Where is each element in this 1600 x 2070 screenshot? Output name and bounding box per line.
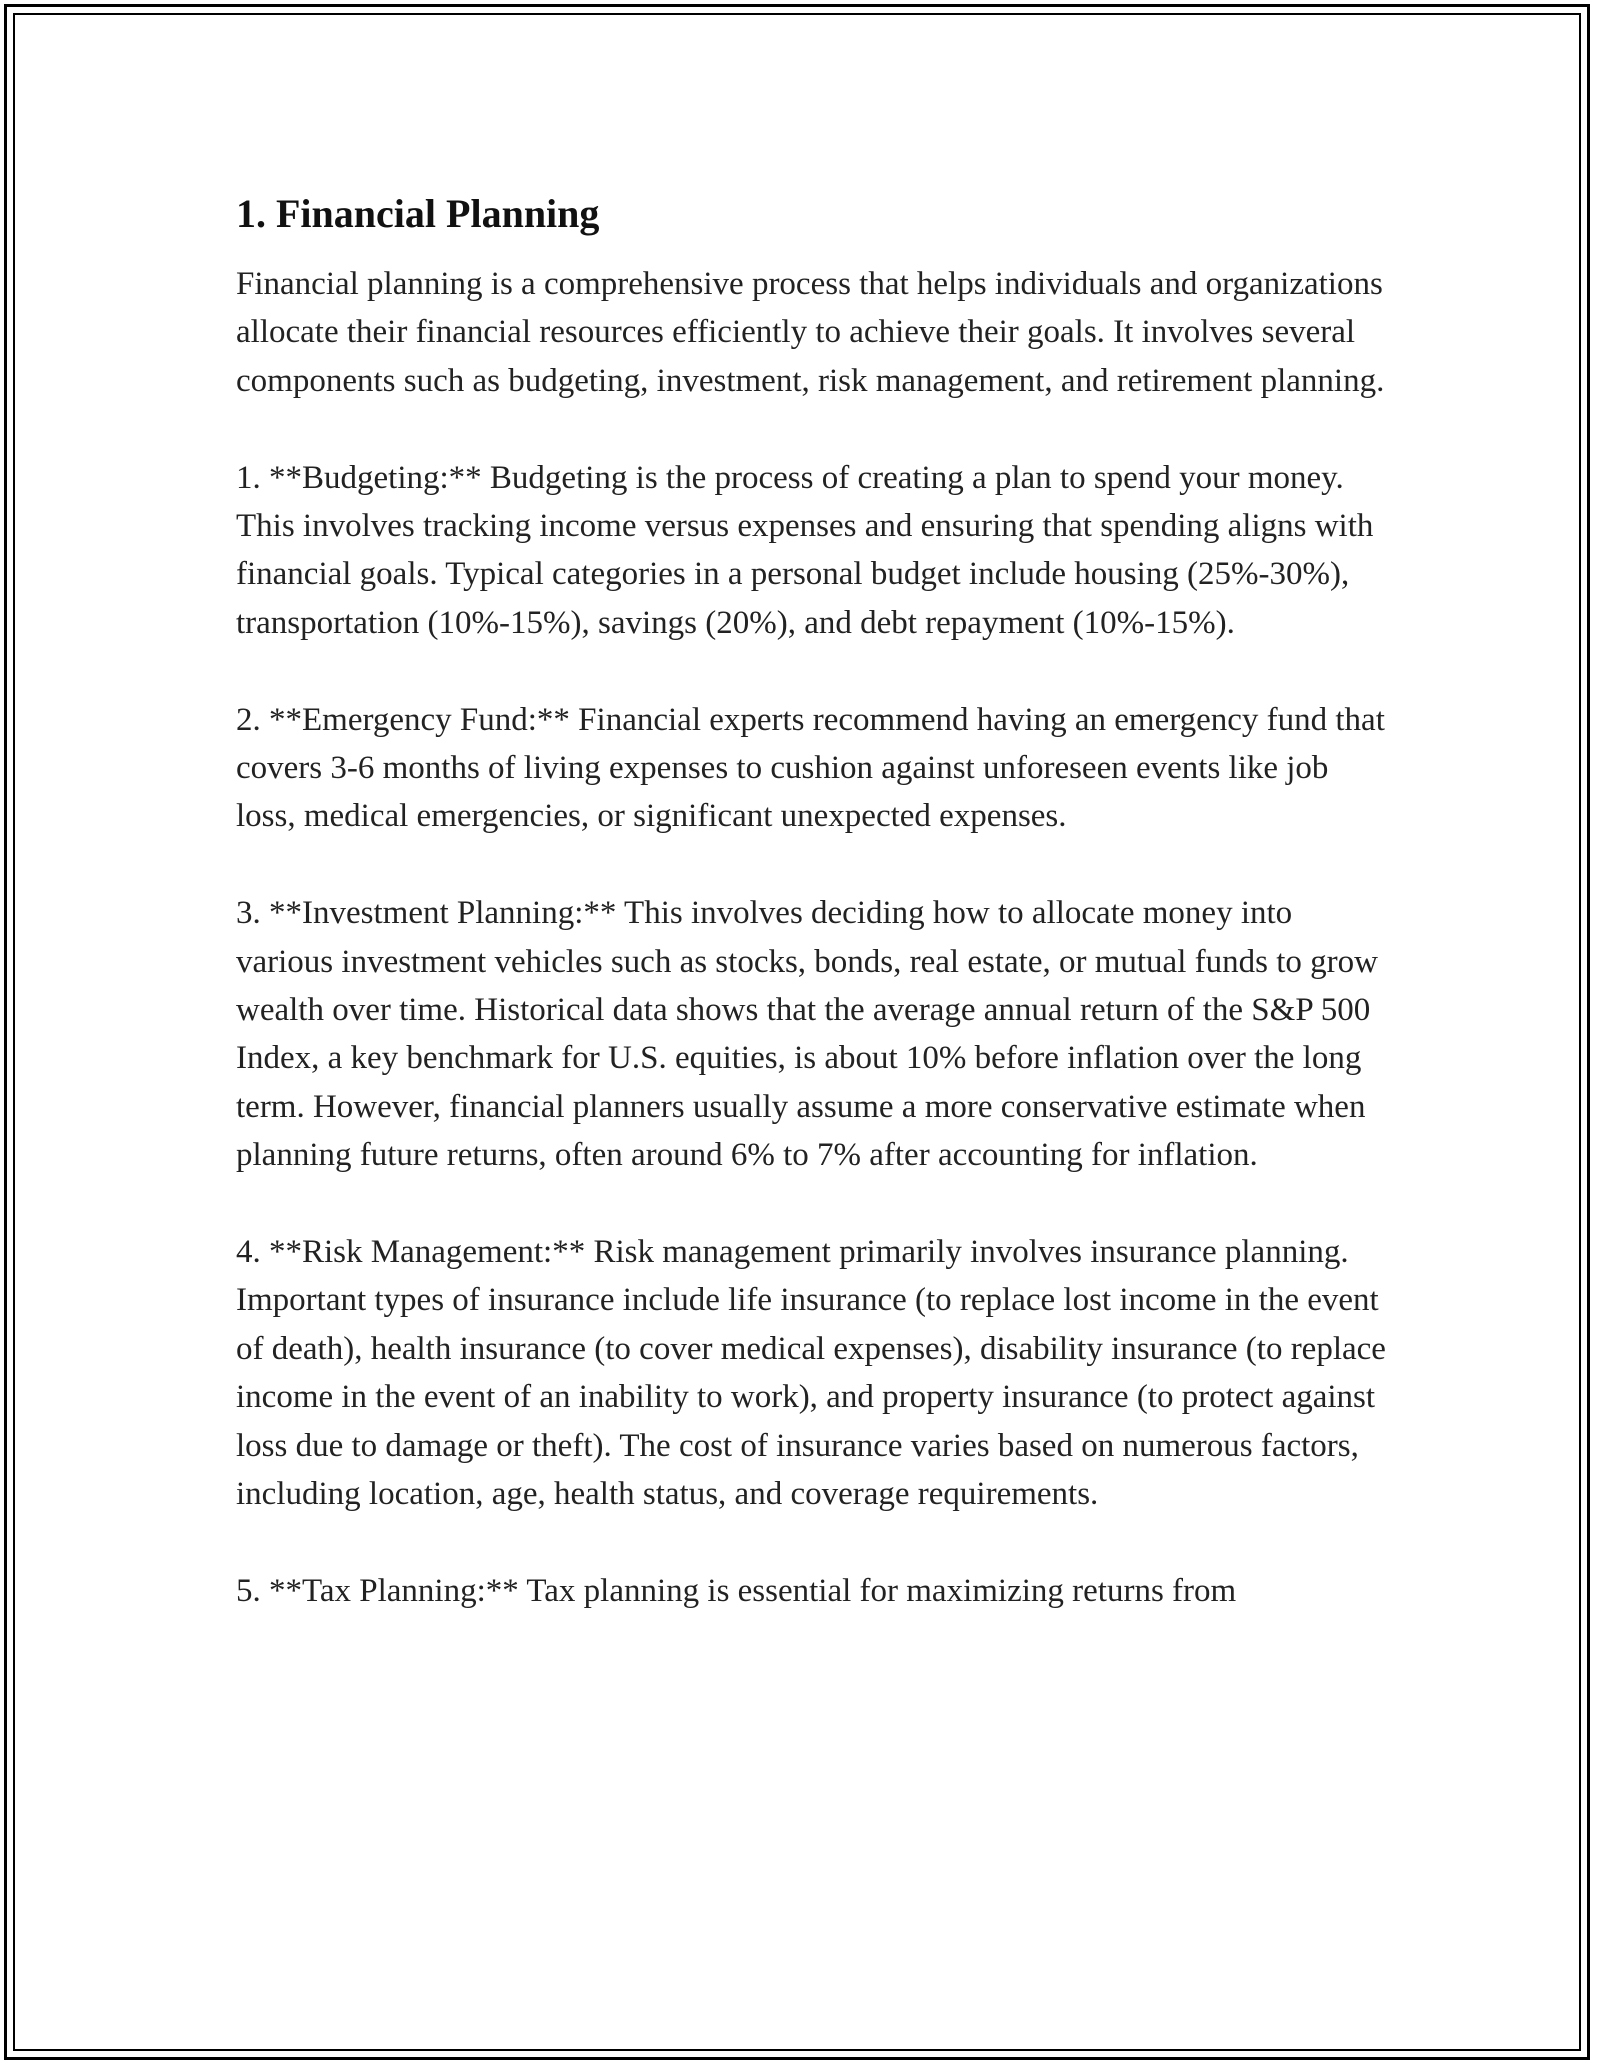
- document-body: [236, 186, 1386, 1615]
- emergency-fund-paragraph: 2. **Emergency Fund:** Financial experts recommend having an emergency fund that covers 3-6 months of living expenses to cushion against unforeseen events like job loss, medical emergencies, or significant unexpected expenses.: [236, 701, 1385, 835]
- risk-management-paragraph: 4. **Risk Management:** Risk management primarily involves insurance planning. Important types of insurance include life insurance (to replace lost income in the event of death), health insurance (to cover medical expenses), disability insurance (to replace income in the event of an inability to work), and property insurance (to protect against loss due to damage or theft). The cost of insurance varies based on numerous factors, including location, age, health status, and coverage requirements.: [236, 1234, 1386, 1513]
- investment-planning-paragraph: 3. **Investment Planning:** This involves deciding how to allocate money into various investment vehicles such as stocks, bonds, real estate, or mutual funds to grow wealth over time. Historical data shows that the average annual return of the S&P 500 Index, a key benchmark for U.S. equities, is about 10% before inflation over the long term. However, financial planners usually assume a more conservative estimate when planning future returns, often around 6% to 7% after accounting for inflation.: [236, 895, 1378, 1174]
- budgeting-paragraph: 1. **Budgeting:** Budgeting is the process of creating a plan to spend your money. This involves tracking income versus expenses and ensuring that spending aligns with financial goals. Typical categories in a personal budget include housing (25%-30%), transportation (10%-15%), savings (20%), and debt repayment (10%-15%).: [236, 459, 1374, 641]
- section-heading: 1. Financial Planning: [236, 191, 600, 236]
- tax-planning-paragraph: 5. **Tax Planning:** Tax planning is essential for maximizing returns from: [236, 1572, 1237, 1609]
- intro-paragraph: Financial planning is a comprehensive process that helps individuals and organizations allocate their financial resources efficiently to achieve their goals. It involves several components such as budgeting, investment, risk management, and retirement planning.: [236, 266, 1385, 399]
